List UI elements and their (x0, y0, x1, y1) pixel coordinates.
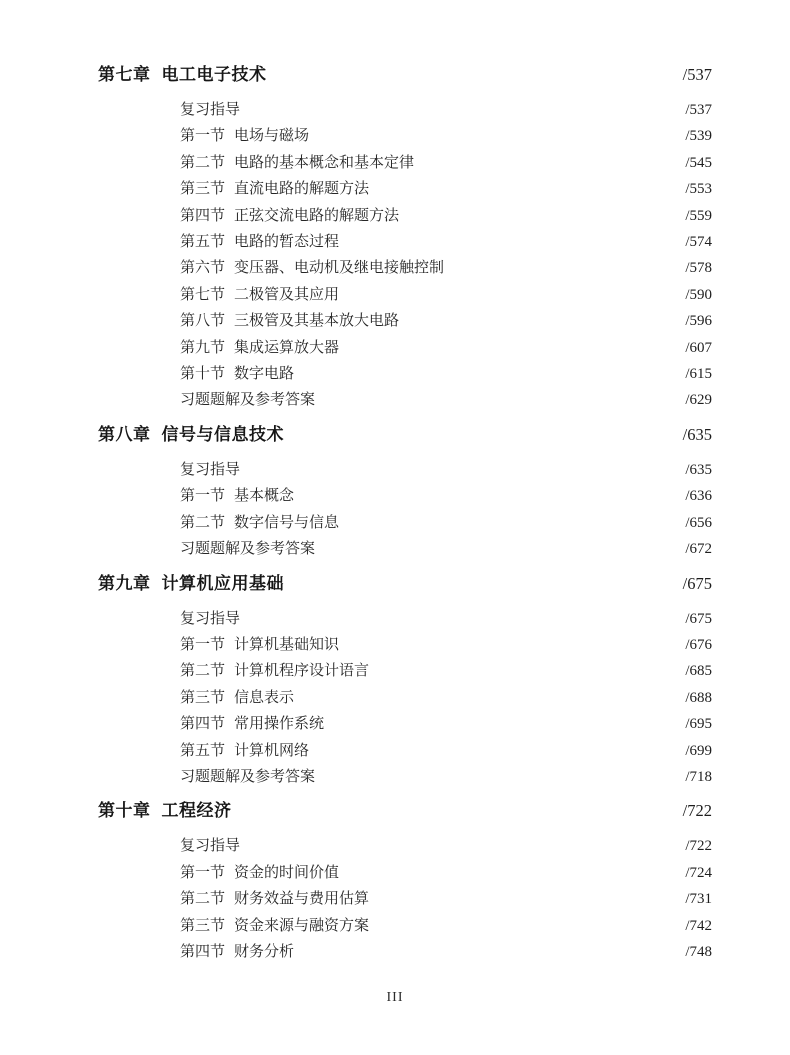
chapter-page-number: /635 (682, 424, 712, 444)
section-label: 第二节 (180, 663, 226, 680)
section-page-number: /545 (685, 154, 712, 171)
toc-section-row (98, 913, 712, 939)
chapter-title: 计算机应用基础 (161, 573, 284, 593)
section-page-number: /699 (685, 742, 712, 759)
section-label: 第五节 (180, 742, 226, 759)
section-heading (98, 536, 315, 562)
section-page-number: /574 (685, 234, 712, 251)
section-label: 第十节 (180, 366, 226, 383)
section-page-number: /590 (685, 286, 712, 303)
section-title: 电路的暂态过程 (234, 234, 340, 251)
chapter-page-number: /537 (682, 65, 712, 84)
toc-section-row (98, 685, 712, 711)
toc-section-row (98, 123, 712, 149)
section-title: 数字信号与信息 (234, 514, 340, 531)
chapter-title: 信号与信息技术 (161, 424, 284, 444)
toc-section-row (98, 150, 712, 176)
section-heading (98, 123, 309, 149)
toc-section-row (98, 764, 712, 790)
section-title: 复习指导 (180, 838, 241, 855)
section-title: 直流电路的解题方法 (234, 181, 370, 198)
section-label: 第三节 (180, 181, 226, 198)
section-page-number: /629 (685, 392, 712, 409)
section-title: 信息表示 (234, 689, 295, 706)
section-page-number: /742 (685, 917, 712, 934)
section-heading (98, 308, 399, 334)
section-page-number: /607 (685, 339, 712, 356)
section-title: 复习指导 (180, 610, 241, 627)
section-page-number: /748 (685, 943, 712, 960)
toc-chapter-block (98, 571, 712, 791)
toc-chapter-block (98, 422, 712, 563)
toc-section-row (98, 229, 712, 255)
section-title: 基本概念 (234, 488, 295, 505)
section-label: 第一节 (180, 864, 226, 881)
chapter-heading (98, 571, 284, 597)
section-page-number: /672 (685, 541, 712, 558)
section-heading (98, 255, 444, 281)
section-page-number: /731 (685, 891, 712, 908)
chapter-label: 第七章 (98, 65, 151, 84)
chapter-heading (98, 62, 267, 88)
section-title: 集成运算放大器 (234, 339, 340, 356)
section-label: 第五节 (180, 234, 226, 251)
section-heading (98, 738, 309, 764)
section-title: 常用操作系统 (234, 716, 325, 733)
chapter-sections (98, 606, 712, 791)
section-page-number: /636 (685, 488, 712, 505)
toc-chapter-block (98, 62, 712, 414)
section-label: 第八节 (180, 313, 226, 330)
chapter-heading (98, 798, 232, 824)
section-label: 第一节 (180, 636, 226, 653)
toc-section-row (98, 632, 712, 658)
section-title: 变压器、电动机及继电接触控制 (234, 260, 445, 277)
section-heading (98, 764, 315, 790)
section-title: 正弦交流电路的解题方法 (234, 207, 400, 224)
section-label: 第一节 (180, 128, 226, 145)
section-heading (98, 860, 339, 886)
section-heading (98, 150, 414, 176)
section-page-number: /724 (685, 864, 712, 881)
section-page-number: /675 (685, 610, 712, 627)
section-label: 第四节 (180, 207, 226, 224)
section-heading (98, 97, 240, 123)
section-heading (98, 606, 240, 632)
chapter-title: 工程经济 (161, 801, 232, 821)
section-page-number: /722 (685, 838, 712, 855)
section-heading (98, 510, 339, 536)
section-heading (98, 387, 315, 413)
section-title: 计算机程序设计语言 (234, 663, 370, 680)
chapter-heading (98, 422, 284, 448)
section-page-number: /537 (685, 102, 712, 118)
section-heading (98, 176, 369, 202)
section-label: 第二节 (180, 514, 226, 531)
section-heading (98, 632, 339, 658)
toc-section-row (98, 97, 712, 123)
toc-section-row (98, 711, 712, 737)
section-page-number: /688 (685, 689, 712, 706)
section-page-number: /596 (685, 313, 712, 330)
section-label: 第三节 (180, 917, 226, 934)
toc-section-row (98, 308, 712, 334)
section-label: 第二节 (180, 891, 226, 908)
section-title: 资金的时间价值 (234, 864, 340, 881)
toc-chapter-row (98, 62, 712, 88)
chapter-page-number: /675 (682, 573, 712, 593)
toc-chapter-row (98, 571, 712, 597)
section-label: 第七节 (180, 286, 226, 303)
section-heading (98, 282, 339, 308)
toc-section-row (98, 282, 712, 308)
toc-section-row (98, 939, 712, 965)
chapter-title: 电工电子技术 (161, 65, 267, 84)
chapter-label: 第十章 (98, 801, 151, 821)
section-title: 习题题解及参考答案 (180, 768, 316, 785)
section-title: 复习指导 (180, 102, 241, 118)
section-label: 第九节 (180, 339, 226, 356)
section-heading (98, 711, 324, 737)
section-heading (98, 335, 339, 361)
section-title: 计算机网络 (234, 742, 310, 759)
toc-section-row (98, 886, 712, 912)
section-page-number: /553 (685, 181, 712, 198)
section-title: 复习指导 (180, 461, 241, 478)
section-heading (98, 833, 240, 859)
toc-chapter-row (98, 798, 712, 824)
section-title: 习题题解及参考答案 (180, 392, 316, 409)
section-heading (98, 658, 369, 684)
chapter-sections (98, 833, 712, 965)
section-title: 数字电路 (234, 366, 295, 383)
section-title: 二极管及其应用 (234, 286, 340, 303)
section-page-number: /578 (685, 260, 712, 277)
section-title: 计算机基础知识 (234, 636, 340, 653)
chapter-page-number: /722 (682, 801, 712, 821)
toc-section-row (98, 203, 712, 229)
toc-section-row (98, 255, 712, 281)
section-page-number: /615 (685, 366, 712, 383)
toc-section-row (98, 361, 712, 387)
section-heading (98, 939, 294, 965)
toc-chapter-block (98, 798, 712, 965)
section-heading (98, 203, 399, 229)
section-label: 第六节 (180, 260, 226, 277)
section-page-number: /539 (685, 128, 712, 145)
section-title: 三极管及其基本放大电路 (234, 313, 400, 330)
section-heading (98, 361, 294, 387)
section-label: 第一节 (180, 488, 226, 505)
toc-section-row (98, 738, 712, 764)
chapter-sections (98, 457, 712, 563)
toc-section-row (98, 387, 712, 413)
toc-section-row (98, 833, 712, 859)
section-heading (98, 886, 369, 912)
section-title: 财务效益与费用估算 (234, 891, 370, 908)
toc-section-row (98, 536, 712, 562)
chapter-label: 第九章 (98, 573, 151, 593)
toc-section-row (98, 606, 712, 632)
section-label: 第四节 (180, 943, 226, 960)
section-label: 第四节 (180, 716, 226, 733)
section-label: 第三节 (180, 689, 226, 706)
section-page-number: /718 (685, 768, 712, 785)
section-title: 习题题解及参考答案 (180, 541, 316, 558)
chapter-sections (98, 97, 712, 414)
section-heading (98, 483, 294, 509)
section-title: 电场与磁场 (234, 128, 310, 145)
section-page-number: /635 (685, 461, 712, 478)
section-title: 财务分析 (234, 943, 295, 960)
section-title: 资金来源与融资方案 (234, 917, 370, 934)
section-page-number: /676 (685, 636, 712, 653)
chapter-label: 第八章 (98, 424, 151, 444)
toc-section-row (98, 860, 712, 886)
section-heading (98, 685, 294, 711)
toc-section-row (98, 658, 712, 684)
section-label: 第二节 (180, 154, 226, 171)
toc-section-row (98, 176, 712, 202)
toc-chapter-row (98, 422, 712, 448)
section-page-number: /559 (685, 207, 712, 224)
section-heading (98, 229, 339, 255)
toc-section-row (98, 510, 712, 536)
section-page-number: /695 (685, 716, 712, 733)
toc-section-row (98, 457, 712, 483)
footer-page-number: III (386, 990, 404, 1005)
toc (98, 62, 712, 965)
section-heading (98, 913, 369, 939)
toc-section-row (98, 483, 712, 509)
section-title: 电路的基本概念和基本定律 (234, 154, 415, 171)
section-page-number: /656 (685, 514, 712, 531)
section-page-number: /685 (685, 663, 712, 680)
section-heading (98, 457, 240, 483)
toc-section-row (98, 335, 712, 361)
